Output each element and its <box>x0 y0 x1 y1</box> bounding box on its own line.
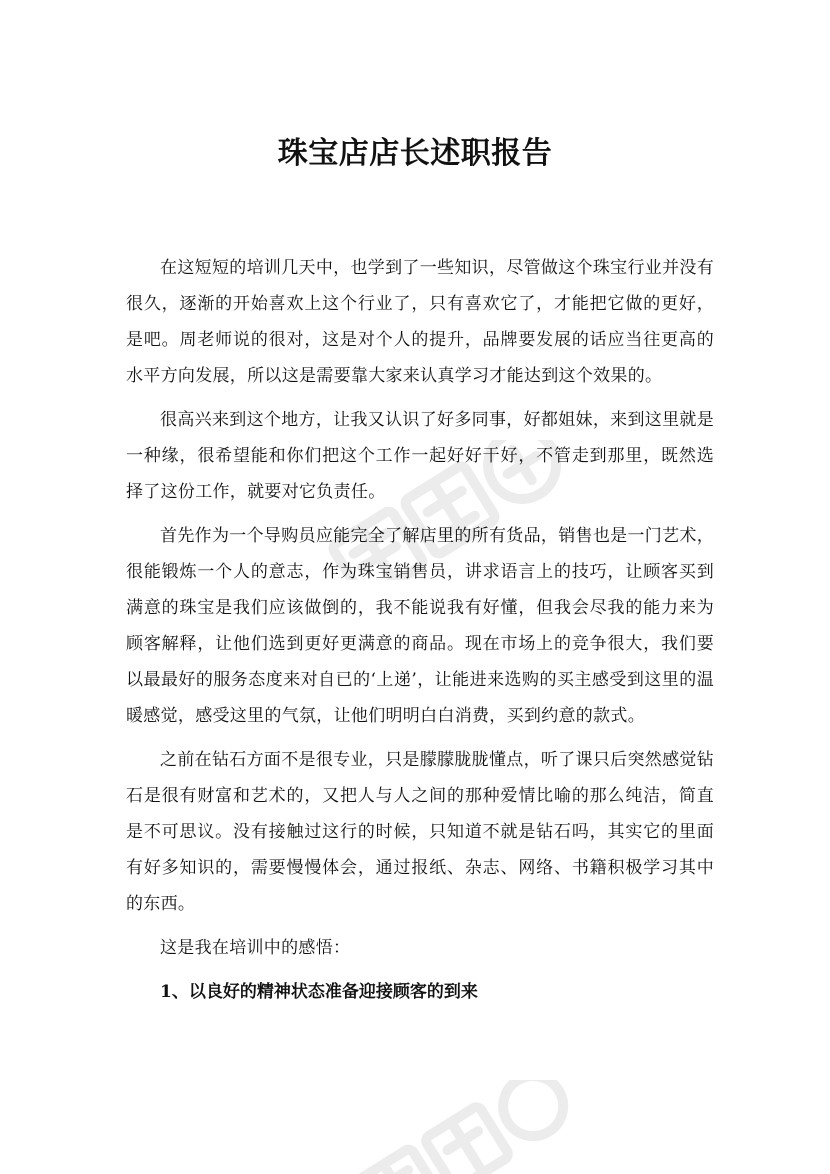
paragraph-sales-skills: 首先作为一个导购员应能完全了解店里的所有货品，销售也是一门艺术，很能锻炼一个人的意志，作为珠宝销售员，讲求语言上的技巧，让顾客买到满意的珠宝是我们应该做倒的，我不能说我有好懂，但我会尽我的能力来为顾客解释，让他们选到更好更满意的商品。现在市场上的竞争很大，我们要以最最好的服务态度来对自已的‘上递’，让能进来选购的买主感受到这里的温暖感觉，感受这里的气氛，让他们明明白白消费，买到约意的款式。 <box>126 526 714 726</box>
paragraph-colleagues: 很高兴来到这个地方，让我又认识了好多同事，好都姐妹，来到这里就是一种缘，很希望能和你们把这个工作一起好好干好，不管走到那里，既然选择了这份工作，就要对它负责任。 <box>126 410 714 502</box>
document-body <box>126 250 714 1010</box>
watermark-logo-bottom <box>330 1080 590 1174</box>
paragraph-insights-intro: 这是我在培训中的感悟： <box>160 938 351 958</box>
document-title: 珠宝店店长述职报告 <box>277 136 553 171</box>
section-heading-1: 1、以良好的精神状态准备迎接顾客的到来 <box>160 982 478 1002</box>
paragraph-training: 在这短短的培训几天中，也学到了一些知识，尽管做这个珠宝行业并没有很久，逐渐的开始喜欢上这个行业了，只有喜欢它了，才能把它做的更好，是吧。周老师说的很对，这是对个人的提升，品牌要发展的话应当往更高的水平方向发展，所以这是需要靠大家来认真学习才能达到这个效果的。 <box>126 258 714 386</box>
paragraph-diamond-knowledge: 之前在钻石方面不是很专业，只是朦朦胧胧懂点，听了课只后突然感觉钻石是很有财富和艺术的，又把人与人之间的那种爱情比喻的那么纯洁，简直是不可思议。没有接触过这行的时候，只知道不就是钻石吗，其实它的里面有好多知识的，需要慢慢体会，通过报纸、杂志、网络、书籍积极学习其中的东西。 <box>126 750 714 914</box>
